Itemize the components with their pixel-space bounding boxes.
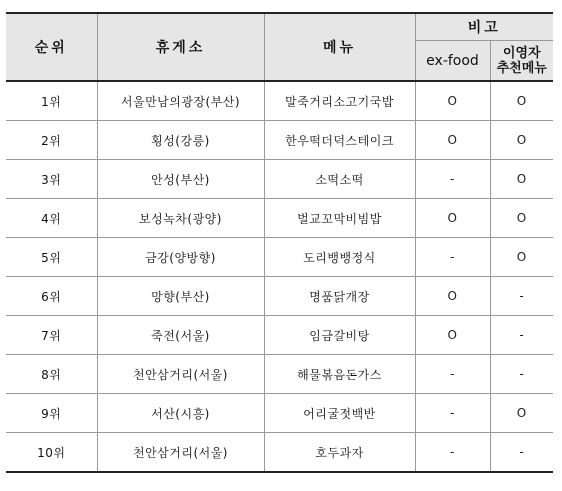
recommend-mark: O <box>490 121 553 160</box>
header-recommend-line2: 추천메뉴 <box>496 60 547 76</box>
recommend-mark: O <box>490 160 553 199</box>
rest-area-cell: 천안삼거리(서울) <box>97 355 264 394</box>
ex-food-mark: O <box>415 277 490 316</box>
rank-cell: 4위 <box>6 199 97 238</box>
recommend-mark: O <box>490 394 553 433</box>
menu-cell: 한우떡더덕스테이크 <box>264 121 415 160</box>
rank-cell: 8위 <box>6 355 97 394</box>
header-note: 비고 <box>415 13 553 41</box>
rest-area-cell: 망향(부산) <box>97 277 264 316</box>
recommend-mark: O <box>490 199 553 238</box>
rank-cell: 7위 <box>6 316 97 355</box>
menu-cell: 어리굴젓백반 <box>264 394 415 433</box>
menu-cell: 명품닭개장 <box>264 277 415 316</box>
recommend-mark: - <box>490 277 553 316</box>
rest-area-menu-table <box>6 12 553 473</box>
table-row <box>6 121 553 160</box>
header-ex-food: ex-food <box>415 41 490 82</box>
rest-area-cell: 횡성(강릉) <box>97 121 264 160</box>
ex-food-mark: O <box>415 199 490 238</box>
ex-food-mark: - <box>415 355 490 394</box>
table-row <box>6 81 553 121</box>
header-menu: 메뉴 <box>264 13 415 81</box>
rank-cell: 9위 <box>6 394 97 433</box>
recommend-mark: O <box>490 81 553 121</box>
ex-food-mark: O <box>415 316 490 355</box>
recommend-mark: - <box>490 316 553 355</box>
menu-cell: 호두과자 <box>264 433 415 473</box>
menu-cell: 벌교꼬막비빔밥 <box>264 199 415 238</box>
menu-cell: 해물볶음돈가스 <box>264 355 415 394</box>
ex-food-mark: - <box>415 160 490 199</box>
rank-cell: 6위 <box>6 277 97 316</box>
recommend-mark: O <box>490 238 553 277</box>
recommend-mark: - <box>490 433 553 473</box>
ex-food-mark: - <box>415 394 490 433</box>
rank-cell: 1위 <box>6 81 97 121</box>
recommend-mark: - <box>490 355 553 394</box>
table-row <box>6 316 553 355</box>
table-row <box>6 394 553 433</box>
rest-area-cell: 죽전(서울) <box>97 316 264 355</box>
ex-food-mark: O <box>415 81 490 121</box>
table-row <box>6 160 553 199</box>
rest-area-cell: 금강(양방향) <box>97 238 264 277</box>
table-body <box>6 81 553 472</box>
rest-area-cell: 천안삼거리(서울) <box>97 433 264 473</box>
header-recommend <box>490 41 553 82</box>
ranking-table-container <box>6 12 553 473</box>
rank-cell: 5위 <box>6 238 97 277</box>
rest-area-cell: 안성(부산) <box>97 160 264 199</box>
menu-cell: 임금갈비탕 <box>264 316 415 355</box>
rank-cell: 10위 <box>6 433 97 473</box>
rest-area-cell: 서울만남의광장(부산) <box>97 81 264 121</box>
table-row <box>6 238 553 277</box>
header-rank: 순위 <box>6 13 97 81</box>
menu-cell: 말죽거리소고기국밥 <box>264 81 415 121</box>
rest-area-cell: 보성녹차(광양) <box>97 199 264 238</box>
rank-cell: 2위 <box>6 121 97 160</box>
header-recommend-line1: 이영자 <box>502 45 541 61</box>
rank-cell: 3위 <box>6 160 97 199</box>
header-rest-area: 휴게소 <box>97 13 264 81</box>
menu-cell: 소떡소떡 <box>264 160 415 199</box>
table-row <box>6 355 553 394</box>
ex-food-mark: O <box>415 121 490 160</box>
menu-cell: 도리뱅뱅정식 <box>264 238 415 277</box>
table-row <box>6 199 553 238</box>
rest-area-cell: 서산(시흥) <box>97 394 264 433</box>
table-row <box>6 433 553 473</box>
table-header <box>6 13 553 81</box>
ex-food-mark: - <box>415 433 490 473</box>
table-row <box>6 277 553 316</box>
ex-food-mark: - <box>415 238 490 277</box>
